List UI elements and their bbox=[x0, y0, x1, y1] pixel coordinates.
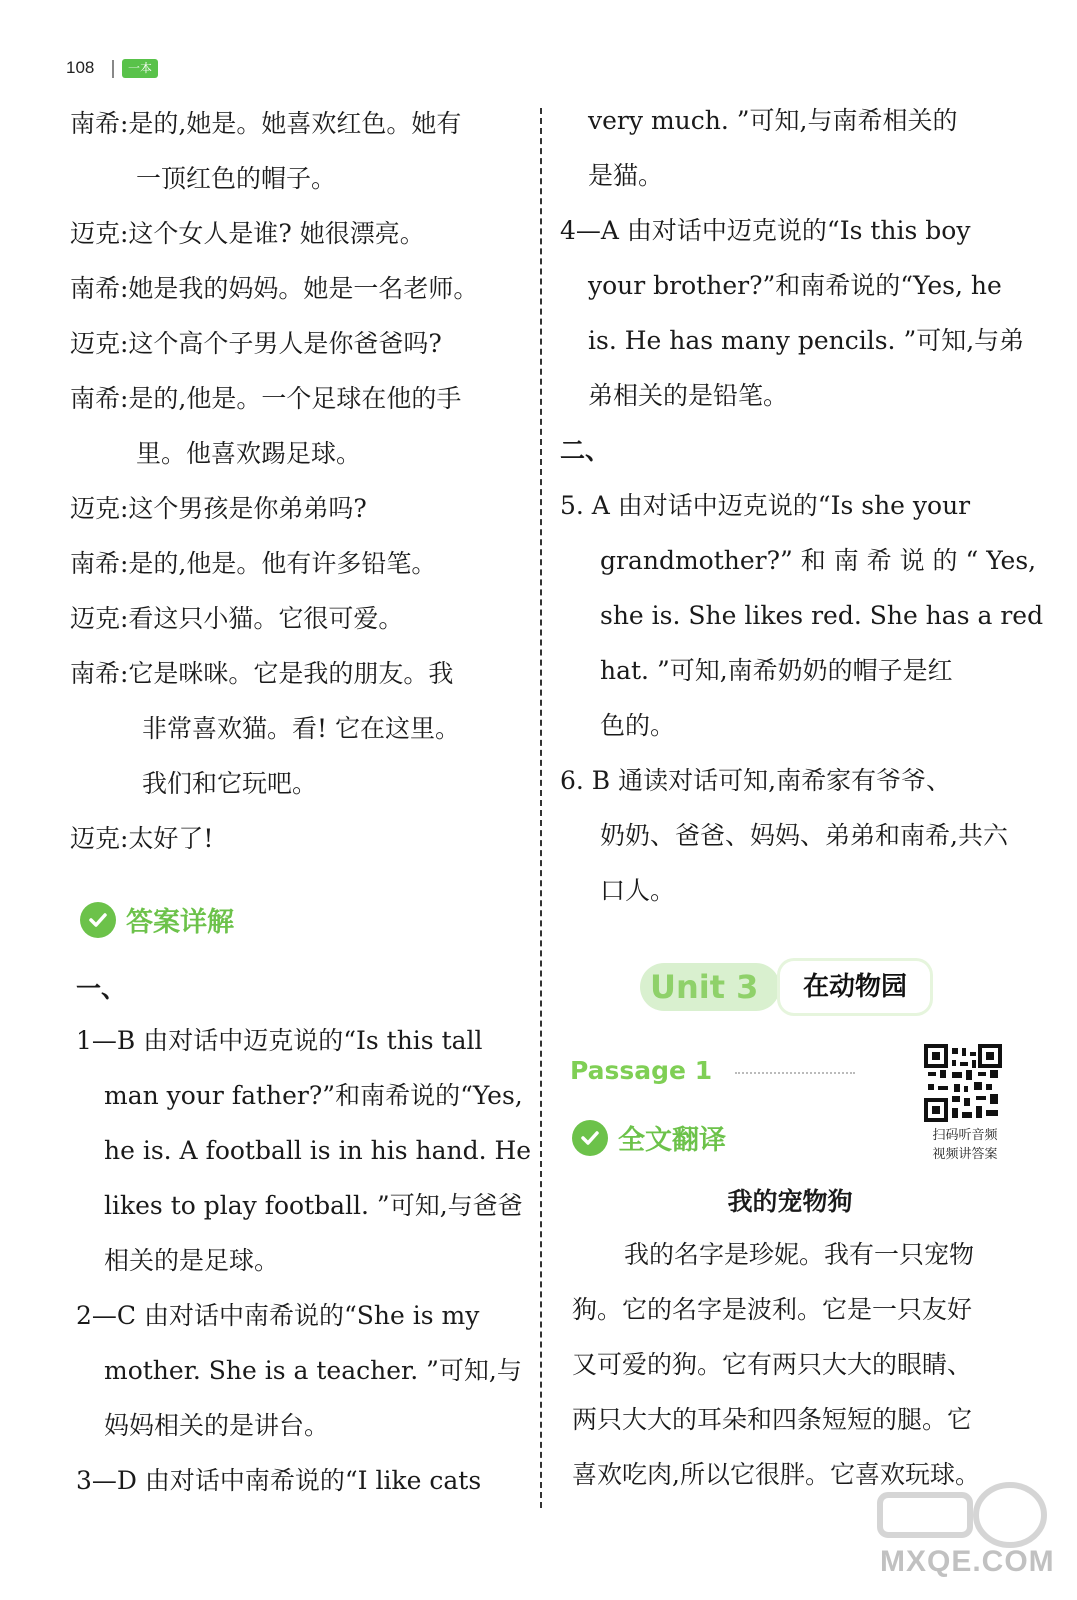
column-divider bbox=[540, 108, 542, 1508]
dialogue-line: 南希:它是咪咪。它是我的朋友。我 bbox=[70, 659, 454, 688]
passage-dotted-rule bbox=[735, 1072, 855, 1074]
answer-line: your brother?”和南希说的“Yes, he bbox=[588, 271, 1002, 300]
answer-line: hat. ”可知,南希奶奶的帽子是红 bbox=[600, 656, 953, 685]
qr-caption-line: 扫码听音频 bbox=[932, 1128, 998, 1143]
answer-line: 2—C 由对话中南希说的“She is my bbox=[76, 1301, 480, 1330]
answer-line: he is. A football is in his hand. He bbox=[104, 1136, 532, 1165]
unit-title: 在动物园 bbox=[780, 961, 930, 1013]
dialogue-line: 南希:是的,他是。他有许多铅笔。 bbox=[70, 549, 437, 578]
dialogue-line: 迈克:这个高个子男人是你爸爸吗? bbox=[70, 329, 442, 358]
answer-heading-label: 答案详解 bbox=[126, 907, 234, 938]
dialogue-line: 非常喜欢猫。看! 它在这里。 bbox=[142, 714, 460, 743]
dialogue-line: 迈克:这个男孩是你弟弟吗? bbox=[70, 494, 367, 523]
answer-line: man your father?”和南希说的“Yes, bbox=[104, 1081, 523, 1110]
story-line: 喜欢吃肉,所以它很胖。它喜欢玩球。 bbox=[572, 1460, 980, 1489]
answer-line: likes to play football. ”可知,与爸爸 bbox=[104, 1191, 523, 1220]
part-two-label: 二、 bbox=[560, 436, 611, 465]
dialogue-line: 南希:是的,她是。她喜欢红色。她有 bbox=[70, 109, 462, 138]
story-title: 我的宠物狗 bbox=[727, 1187, 853, 1216]
part-one-label: 一、 bbox=[76, 974, 127, 1003]
answer-line: 4—A 由对话中迈克说的“Is this boy bbox=[560, 216, 971, 245]
answer-line: very much. ”可知,与南希相关的 bbox=[588, 106, 958, 135]
brand-logo: 一本 bbox=[122, 59, 158, 78]
page-number: 108 bbox=[66, 58, 95, 77]
answer-line: 6. B 通读对话可知,南希家有爷爷、 bbox=[560, 766, 952, 795]
qr-caption-line: 视频讲答案 bbox=[932, 1147, 998, 1162]
answer-line: 口人。 bbox=[600, 876, 676, 905]
qr-caption bbox=[910, 1126, 1020, 1164]
answer-line: 是猫。 bbox=[588, 161, 664, 190]
dialogue-line: 一顶红色的帽子。 bbox=[136, 164, 337, 193]
check-icon bbox=[80, 902, 116, 938]
dialogue-line: 迈克:看这只小猫。它很可爱。 bbox=[70, 604, 404, 633]
answer-heading bbox=[80, 900, 234, 939]
story-line: 我的名字是珍妮。我有一只宠物 bbox=[624, 1240, 975, 1269]
dialogue-line: 南希:她是我的妈妈。她是一名老师。 bbox=[70, 274, 479, 303]
qr-code-icon[interactable] bbox=[924, 1044, 1002, 1122]
passage-label: Passage 1 bbox=[570, 1056, 713, 1085]
translation-heading bbox=[572, 1118, 726, 1157]
dialogue-line: 迈克:太好了! bbox=[70, 824, 214, 853]
check-icon bbox=[572, 1120, 608, 1156]
dialogue-line: 南希:是的,他是。一个足球在他的手 bbox=[70, 384, 462, 413]
answer-line: is. He has many pencils. ”可知,与弟 bbox=[588, 326, 1025, 355]
story-line: 又可爱的狗。它有两只大大的眼睛、 bbox=[572, 1350, 973, 1379]
dialogue-line: 里。他喜欢踢足球。 bbox=[136, 439, 362, 468]
answer-line: she is. She likes red. She has a red bbox=[600, 601, 1044, 630]
answer-line: 弟相关的是铅笔。 bbox=[588, 381, 789, 410]
dialogue-line: 我们和它玩吧。 bbox=[142, 769, 318, 798]
answer-line: 3—D 由对话中南希说的“I like cats bbox=[76, 1466, 482, 1495]
unit-banner bbox=[640, 955, 940, 1021]
answer-line: 奶奶、爸爸、妈妈、弟弟和南希,共六 bbox=[600, 821, 1008, 850]
answer-line: mother. She is a teacher. ”可知,与 bbox=[104, 1356, 522, 1385]
unit-label: Unit 3 bbox=[640, 963, 780, 1011]
story-line: 狗。它的名字是波利。它是一只友好 bbox=[572, 1295, 973, 1324]
dialogue-line: 迈克:这个女人是谁? 她很漂亮。 bbox=[70, 219, 425, 248]
answer-line: 1—B 由对话中迈克说的“Is this tall bbox=[76, 1026, 483, 1055]
answer-line: grandmother?” 和 南 希 说 的 “ Yes, bbox=[600, 546, 1037, 575]
header-divider bbox=[112, 60, 114, 78]
story-line: 两只大大的耳朵和四条短短的腿。它 bbox=[572, 1405, 973, 1434]
watermark-text: MXQE.COM bbox=[880, 1545, 1055, 1578]
answer-line: 色的。 bbox=[600, 711, 676, 740]
answer-line: 妈妈相关的是讲台。 bbox=[104, 1411, 330, 1440]
answer-line: 5. A 由对话中迈克说的“Is she your bbox=[560, 491, 971, 520]
translation-heading-label: 全文翻译 bbox=[618, 1125, 726, 1156]
answer-line: 相关的是足球。 bbox=[104, 1246, 280, 1275]
